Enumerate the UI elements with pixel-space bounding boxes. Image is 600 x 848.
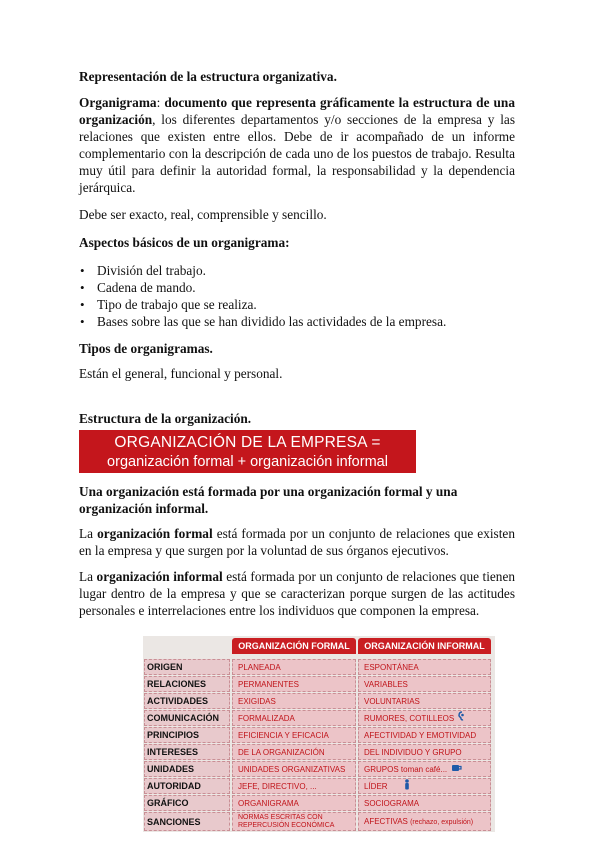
section-title-representation: Representación de la estructura organizativa. (79, 69, 337, 84)
cell-informal: SOCIOGRAMA (358, 795, 491, 811)
cell-informal-text: GRUPOS toman café... (364, 765, 448, 774)
cell-informal-note: (rechazo, expulsión) (410, 819, 474, 826)
row-label: RELACIONES (144, 676, 230, 692)
table-row (143, 812, 495, 832)
row-label: COMUNICACIÓN (144, 710, 230, 726)
list-item: • Bases sobre las que se han dividido las actividades de la empresa. (79, 313, 515, 330)
row-label: AUTORIDAD (144, 778, 230, 794)
informal-term: organización informal (96, 569, 223, 584)
header-informal: ORGANIZACIÓN INFORMAL (358, 638, 491, 654)
cell-informal-text: AFECTIVAS (364, 817, 408, 826)
ear-icon (458, 711, 466, 726)
table-row (143, 710, 495, 727)
row-label: ACTIVIDADES (144, 693, 230, 709)
cell-informal-text: RUMORES, COTILLEOS (364, 714, 455, 723)
banner-line-1: ORGANIZACIÓN DE LA EMPRESA = (114, 434, 381, 451)
organigrama-definition (79, 94, 515, 196)
cell-informal: DEL INDIVIDUO Y GRUPO (358, 744, 491, 760)
def-bold: documento que representa gráficamente la estructura de una organización (79, 95, 515, 127)
row-label: UNIDADES (144, 761, 230, 777)
cell-informal (358, 761, 491, 777)
cell-informal (358, 710, 491, 726)
table-row (143, 727, 495, 744)
table-row (143, 795, 495, 812)
row-label: GRÁFICO (144, 795, 230, 811)
qualities-text: Debe ser exacto, real, comprensible y sencillo. (79, 207, 327, 222)
cell-formal: EXIGIDAS (232, 693, 356, 709)
cell-formal: UNIDADES ORGANIZATIVAS (232, 761, 356, 777)
organization-intro: Una organización está formada por una organización formal y una organización informal. (79, 484, 458, 516)
def-term: Organigrama (79, 95, 157, 110)
row-label: ORIGEN (144, 659, 230, 675)
cell-formal: PERMANENTES (232, 676, 356, 692)
cell-informal: ESPONTÁNEA (358, 659, 491, 675)
cell-informal-text: LÍDER (364, 782, 388, 792)
coffee-cup-icon (451, 762, 463, 777)
table-row (143, 744, 495, 761)
cell-formal: ORGANIGRAMA (232, 795, 356, 811)
formal-rest: está formada por un conjunto de relaciones que existen en la empresa y que surgen por la voluntad de sus órganos ejecutivos. (79, 526, 515, 558)
cell-informal: VOLUNTARIAS (358, 693, 491, 709)
banner-line-2: organización formal + organización informal (107, 454, 388, 470)
list-item: • División del trabajo. (79, 262, 515, 279)
cell-formal-line-1: NORMAS ESCRITAS CON (238, 814, 323, 821)
list-item: • Tipo de trabajo que se realiza. (79, 296, 515, 313)
comparison-table (143, 636, 495, 832)
equation-banner (79, 430, 416, 473)
table-row (143, 761, 495, 778)
formal-pre: La (79, 526, 98, 541)
formal-term: organización formal (97, 526, 213, 541)
def-colon: : (156, 95, 165, 110)
cell-formal: DE LA ORGANIZACIÓN (232, 744, 356, 760)
cell-formal (232, 812, 356, 831)
list-item: • Cadena de mando. (79, 279, 515, 296)
aspects-title: Aspectos básicos de un organigrama: (79, 235, 290, 250)
def-rest: , los diferentes departamentos y/o secciones de la empresa y las relaciones que existen entre ellos. Debe de ir acompañado de un informe complementario con la descripción de cada uno de los puestos de trabajo. Resulta muy útil para definir la autoridad formal, la responsabilidad y la dependencia jerárquica. (79, 112, 515, 195)
informal-pre: La (79, 569, 97, 584)
cell-informal: VARIABLES (358, 676, 491, 692)
cell-informal: AFECTIVIDAD Y EMOTIVIDAD (358, 727, 491, 743)
table-row (143, 676, 495, 693)
cell-formal: EFICIENCIA Y EFICACIA (232, 727, 356, 743)
table-row (143, 693, 495, 710)
aspects-list (79, 262, 515, 330)
row-label: PRINCIPIOS (144, 727, 230, 743)
row-label: SANCIONES (144, 812, 230, 831)
formal-paragraph (79, 525, 515, 559)
cell-informal (358, 778, 491, 794)
table-row (143, 659, 495, 676)
cell-formal: FORMALIZADA (232, 710, 356, 726)
table-row (143, 778, 495, 795)
cell-formal: JEFE, DIRECTIVO, ... (232, 778, 356, 794)
cell-informal (358, 812, 491, 831)
informal-rest: está formada por un conjunto de relaciones que tienen lugar dentro de la empresa y que se caracterizan porque surgen de las actitudes personales e interrelaciones entre los individuos que componen la empresa. (79, 569, 516, 618)
informal-paragraph (79, 568, 515, 619)
header-formal: ORGANIZACIÓN FORMAL (232, 638, 356, 654)
row-label: INTERESES (144, 744, 230, 760)
leader-figure-icon (404, 779, 410, 794)
cell-formal: PLANEADA (232, 659, 356, 675)
section-title-structure: Estructura de la organización. (79, 411, 252, 426)
types-title: Tipos de organigramas. (79, 341, 213, 356)
types-text: Están el general, funcional y personal. (79, 366, 283, 381)
cell-formal-line-2: REPERCUSIÓN ECONÓMICA (238, 822, 335, 829)
